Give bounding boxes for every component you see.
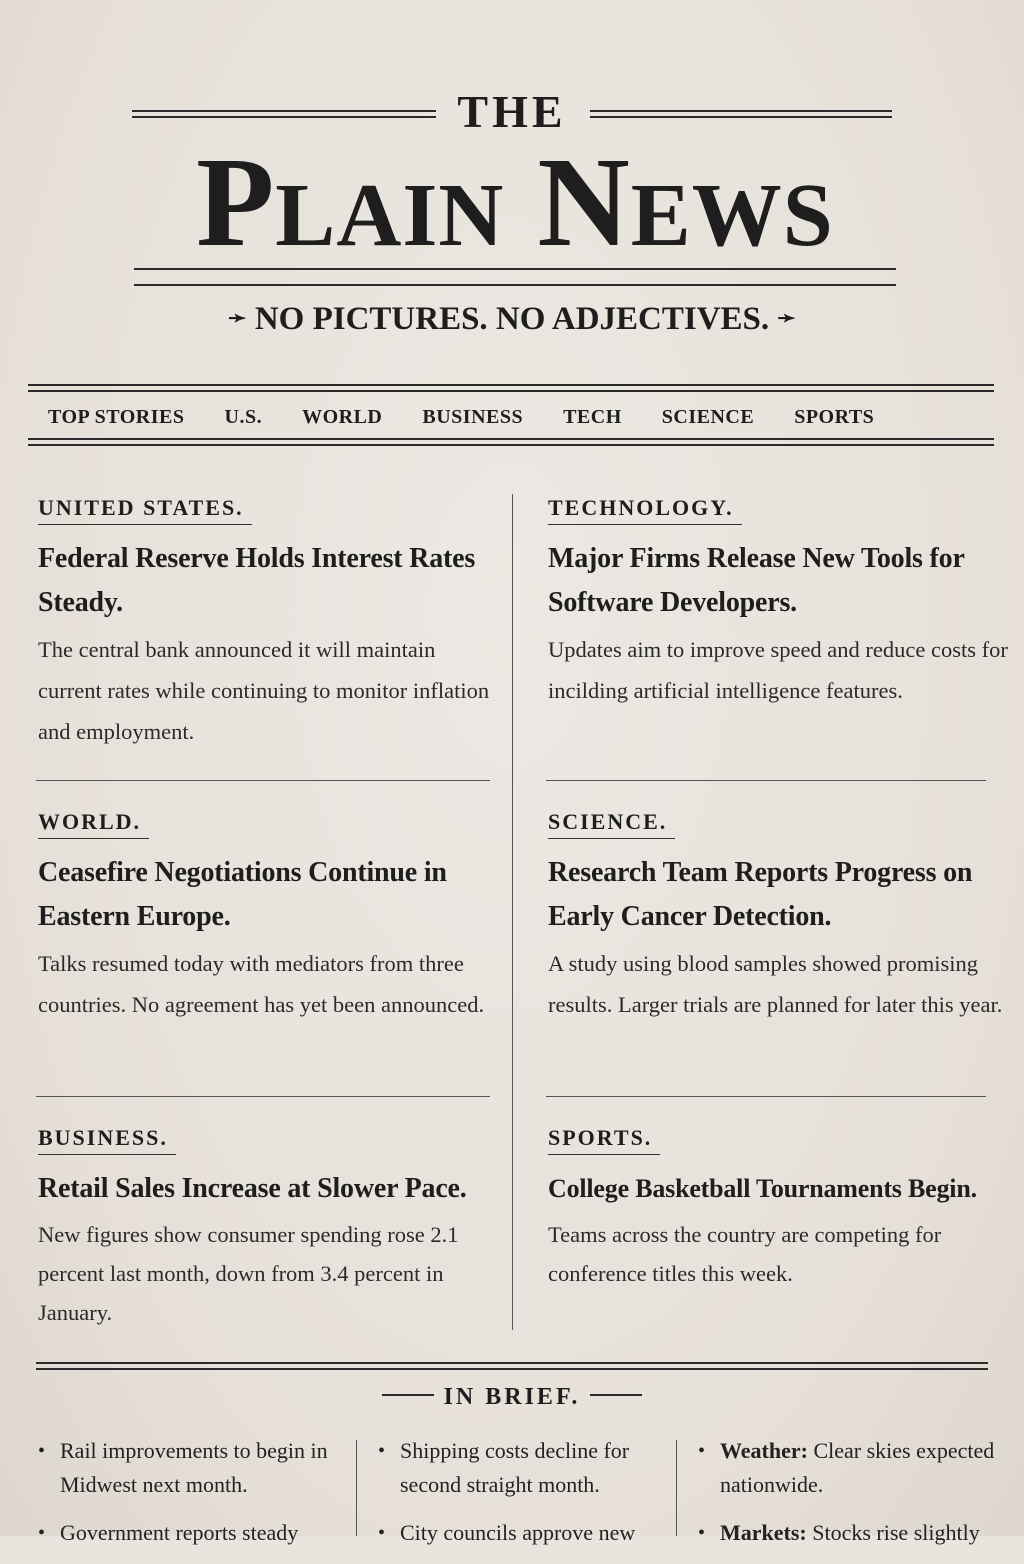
brief-heading: [0, 1380, 1024, 1414]
masthead-rule: [134, 268, 896, 270]
story-headline[interactable]: Ceasefire Negotiations Continue in Eastern Europe.: [38, 857, 447, 932]
story-section: SPORTS.: [548, 1124, 660, 1155]
brief-item[interactable]: • Weather: Clear skies expected nationwide.: [696, 1434, 996, 1502]
masthead-rule: [134, 284, 896, 286]
story-united-states: [38, 494, 498, 752]
masthead-the-row: [132, 88, 892, 136]
story-technology: [548, 494, 1008, 711]
brief-column-1: [36, 1434, 336, 1564]
brief-column-3: [696, 1434, 996, 1564]
brief-item[interactable]: • City councils approve new: [376, 1516, 666, 1550]
nav-rule: [28, 390, 994, 392]
masthead-rule-right: [590, 110, 892, 112]
brief-dash-left: [382, 1394, 434, 1396]
nav-top-stories[interactable]: TOP STORIES: [48, 406, 185, 428]
brief-item[interactable]: • Shipping costs decline for second straight month.: [376, 1434, 666, 1502]
story-science: [548, 808, 1008, 1025]
brief-rule: [36, 1362, 988, 1364]
story-section: UNITED STATES.: [38, 494, 252, 525]
nav-us[interactable]: U.S.: [224, 406, 263, 428]
story-headline[interactable]: College Basketball Tournaments Begin.: [548, 1174, 977, 1203]
column-divider: [512, 494, 513, 1330]
section-nav: [48, 402, 988, 434]
story-body: New figures show consumer spending rose 2.1 percent last month, down from 3.4 percent in January.: [38, 1222, 459, 1325]
story-body: The central bank announced it will maintain current rates while continuing to monitor inflation and employment.: [38, 637, 490, 744]
story-section: SCIENCE.: [548, 808, 675, 839]
nav-rule: [28, 444, 994, 446]
story-sports: [548, 1124, 1008, 1293]
brief-rule: [36, 1368, 988, 1370]
story-rule: [36, 1096, 490, 1097]
brief-item[interactable]: • Government reports steady: [36, 1516, 336, 1550]
story-rule: [36, 780, 490, 781]
story-headline[interactable]: Retail Sales Increase at Slower Pace.: [38, 1173, 467, 1204]
story-body: Updates aim to improve speed and reduce costs for incilding artificial intelligence features.: [548, 637, 1008, 703]
nav-sports[interactable]: SPORTS: [794, 406, 875, 428]
ornament-left-icon: ➛: [228, 305, 247, 330]
story-world: [38, 808, 498, 1025]
brief-divider: [356, 1440, 357, 1536]
nav-tech[interactable]: TECH: [563, 406, 622, 428]
nav-world[interactable]: WORLD: [302, 406, 383, 428]
story-section: BUSINESS.: [38, 1124, 176, 1155]
tagline: [0, 298, 1024, 339]
story-rule: [546, 1096, 986, 1097]
nav-science[interactable]: SCIENCE: [661, 406, 755, 428]
nav-rule: [28, 384, 994, 386]
ornament-right-icon: ➛: [777, 305, 796, 330]
masthead-title: Plain News: [196, 131, 834, 273]
brief-item[interactable]: • Rail improvements to begin in Midwest next month.: [36, 1434, 336, 1502]
story-body: A study using blood samples showed promising results. Larger trials are planned for later this year.: [548, 951, 1003, 1017]
masthead-the: THE: [457, 86, 567, 137]
story-business: [38, 1124, 498, 1332]
nav-business[interactable]: BUSINESS: [422, 406, 524, 428]
story-headline[interactable]: Federal Reserve Holds Interest Rates Steady.: [38, 543, 476, 618]
brief-column-2: [376, 1434, 666, 1564]
story-headline[interactable]: Research Team Reports Progress on Early Cancer Detection.: [548, 857, 973, 932]
story-rule: [546, 780, 986, 781]
tagline-text: NO PICTURES. NO ADJECTIVES.: [254, 301, 770, 337]
brief-dash-right: [590, 1394, 642, 1396]
brief-divider: [676, 1440, 677, 1536]
brief-item[interactable]: • Markets: Stocks rise slightly: [696, 1516, 996, 1550]
story-body: Teams across the country are competing for conference titles this week.: [548, 1222, 942, 1286]
story-headline[interactable]: Major Firms Release New Tools for Software Developers.: [548, 543, 965, 618]
brief-title: IN BRIEF.: [443, 1384, 581, 1410]
story-section: TECHNOLOGY.: [548, 494, 742, 525]
story-section: WORLD.: [38, 808, 149, 839]
story-body: Talks resumed today with mediators from three countries. No agreement has yet been announced.: [38, 951, 485, 1017]
nav-rule: [28, 438, 994, 440]
